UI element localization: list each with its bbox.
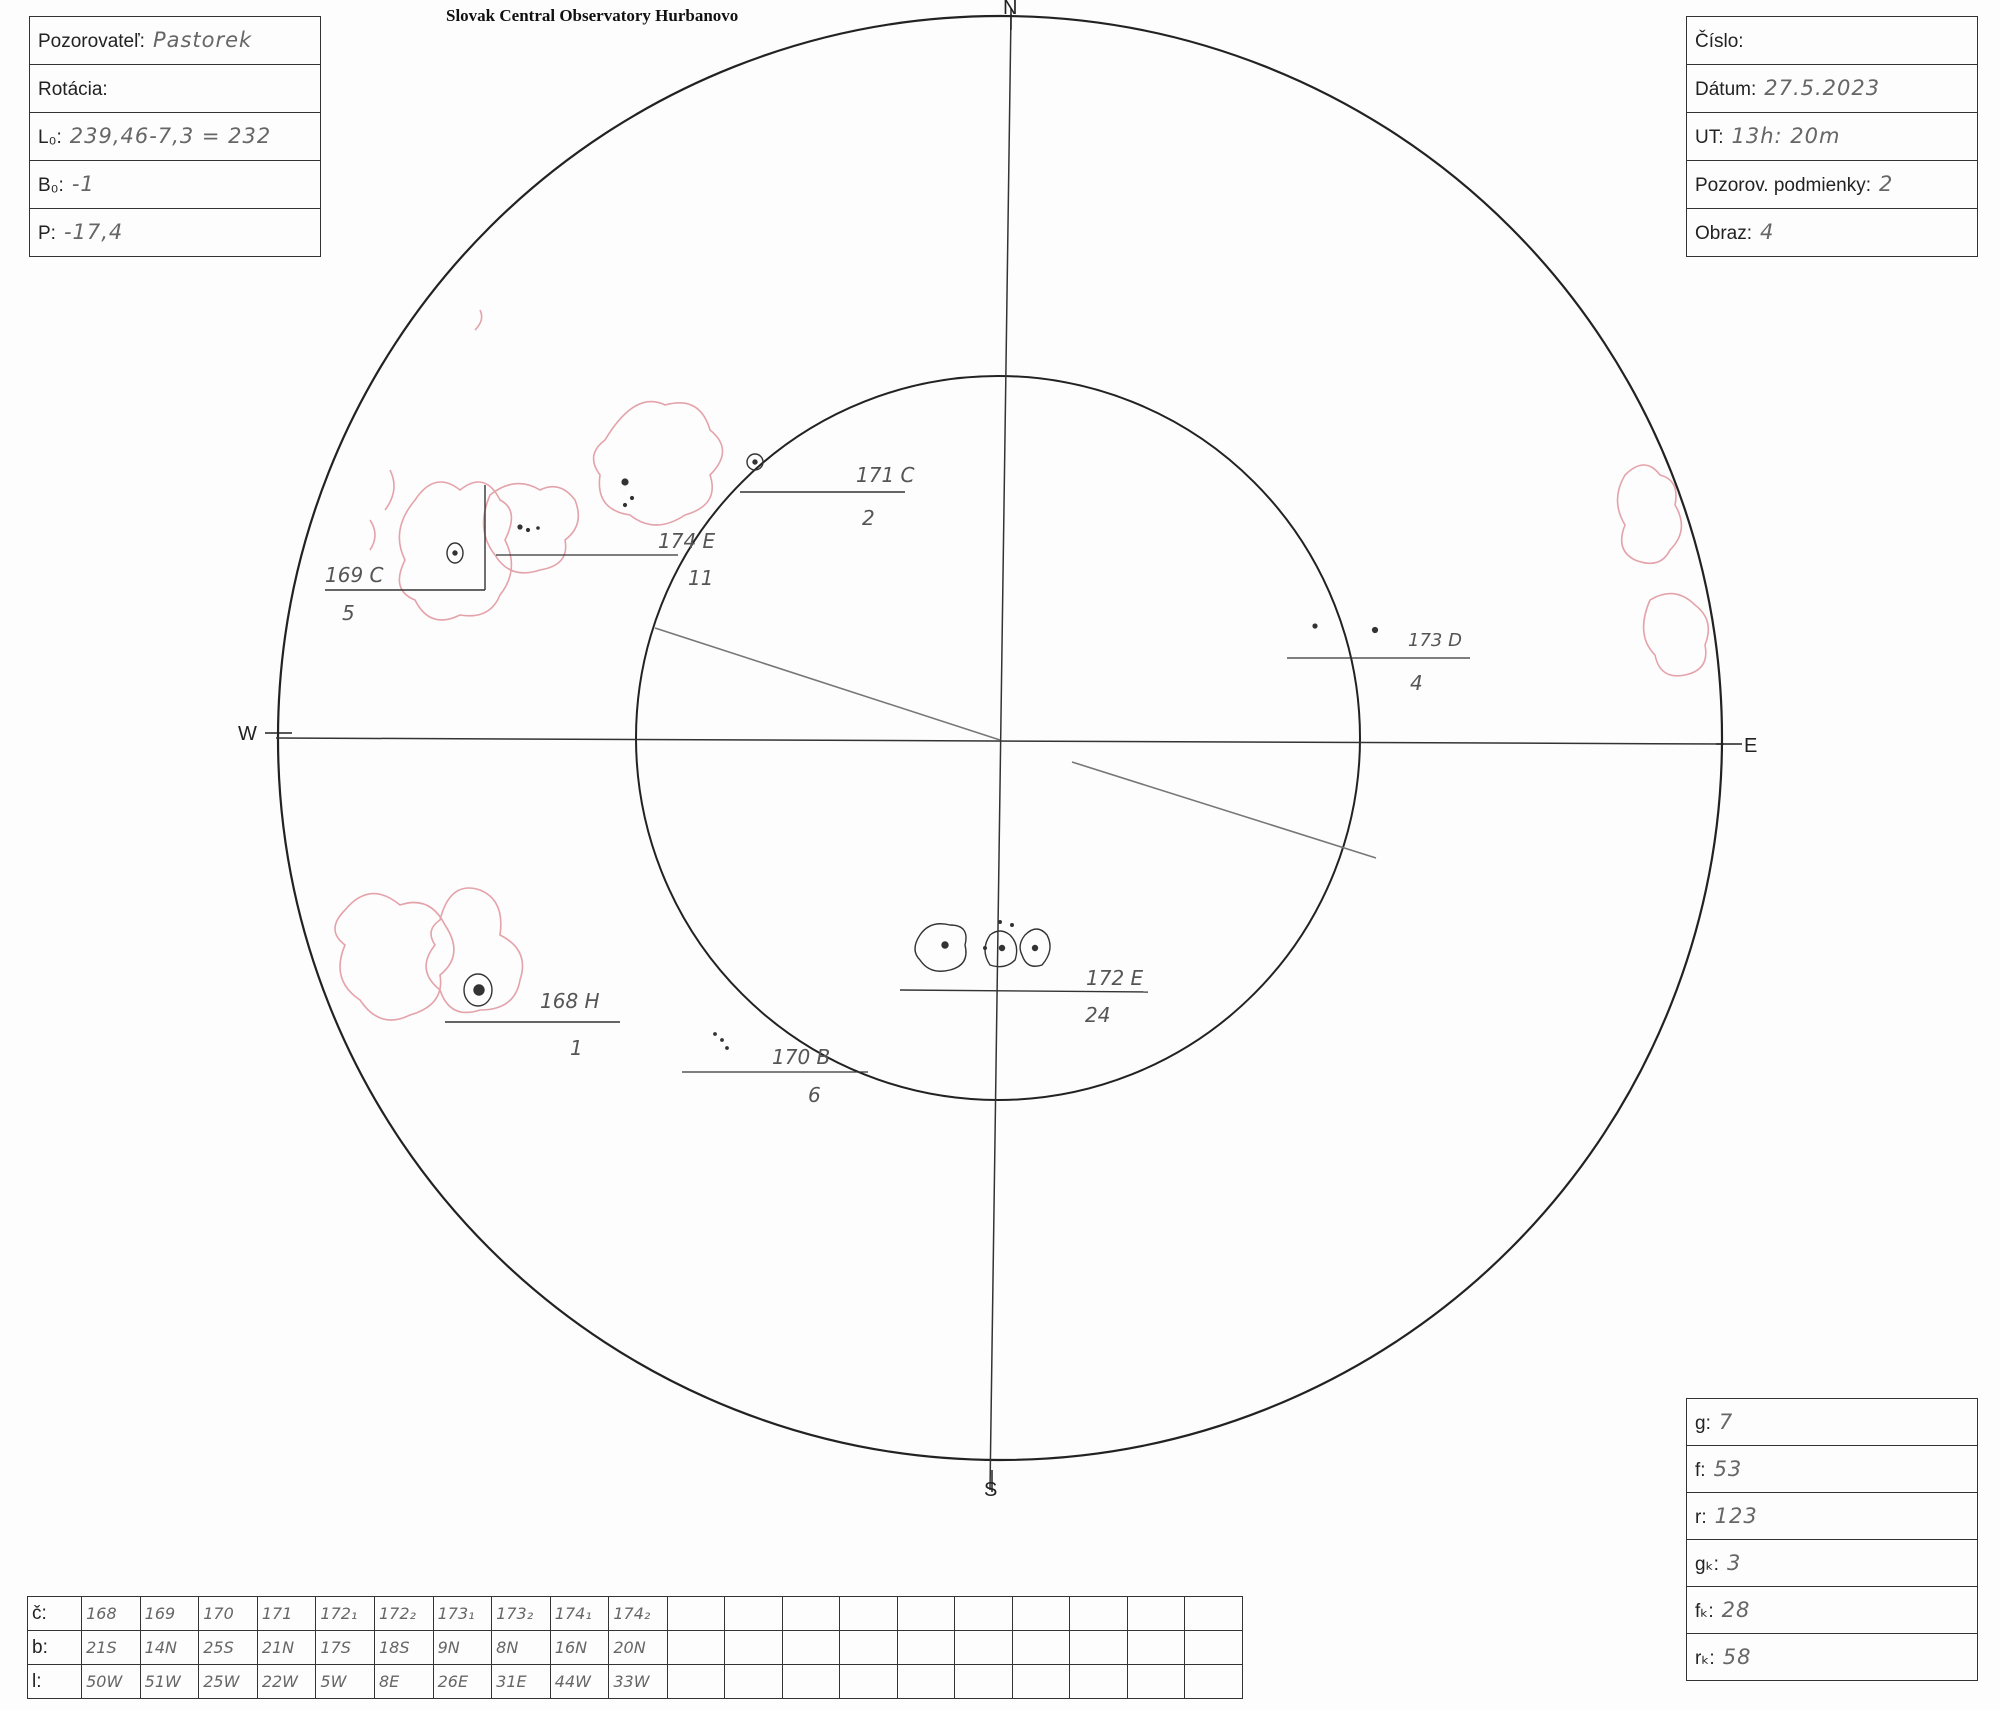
group-latitude-cell-value: 25S: [203, 1637, 234, 1657]
group-longitude-cell: [257, 1665, 316, 1699]
group-longitude-cell: [840, 1665, 897, 1699]
group-latitude-cell: [897, 1631, 954, 1665]
b0-label: B₀:: [38, 175, 64, 196]
group-number-cell: [725, 1597, 782, 1631]
group-longitude-cell-value: 22W: [261, 1671, 298, 1691]
p-label: P:: [38, 223, 56, 244]
group-number-cell: [492, 1597, 551, 1631]
group-number-cell: [199, 1597, 258, 1631]
east-label: E: [1744, 735, 1758, 757]
group-number-cell-value: 171: [261, 1603, 293, 1623]
group-latitude-cell: [199, 1631, 258, 1665]
group-number-cell: [1012, 1597, 1069, 1631]
group-number-cell: [609, 1597, 668, 1631]
group-174E-count: 11: [688, 566, 714, 590]
group-longitude-cell: [199, 1665, 258, 1699]
group-number-cell-value: 168: [86, 1603, 117, 1623]
group-longitude-row: [28, 1665, 1243, 1699]
group-number-cell: [840, 1597, 897, 1631]
group-173D-name: 173 D: [1408, 630, 1462, 651]
stat-g-label: g:: [1695, 1412, 1711, 1434]
group-168H-count: 1: [570, 1036, 583, 1060]
sunspot-group-174E: [496, 479, 678, 555]
group-longitude-cell: [433, 1665, 492, 1699]
group-latitude-cell-value: 14N: [144, 1637, 177, 1657]
stat-r-value: 123: [1714, 1503, 1758, 1528]
group-longitude-cell-value: 26E: [437, 1671, 469, 1691]
group-latitude-cell: [140, 1631, 199, 1665]
group-latitude-cell-value: 21N: [261, 1637, 295, 1657]
group-latitude-cell: [433, 1631, 492, 1665]
group-number-cell-value: 174₂: [613, 1603, 651, 1623]
date-label: Dátum:: [1695, 79, 1757, 100]
group-168H-name: 168 H: [540, 989, 600, 1013]
group-number-cell-value: 173₁: [437, 1603, 475, 1623]
group-longitude-cell-value: 51W: [144, 1671, 181, 1691]
row-label-number: č:: [28, 1597, 82, 1631]
rotation-axis-line: [655, 628, 1000, 740]
group-number-cell: [1070, 1597, 1127, 1631]
group-174E-name: 174 E: [658, 529, 716, 553]
group-longitude-cell-value: 5W: [320, 1671, 347, 1691]
group-number-cell-value: 172₁: [320, 1603, 358, 1623]
group-169C-name: 169 C: [325, 563, 384, 587]
south-label: S: [984, 1479, 998, 1501]
group-latitude-cell: [667, 1631, 724, 1665]
stat-row-f: [1687, 1446, 1978, 1493]
group-latitude-cell: [550, 1631, 609, 1665]
group-number-cell-value: 170: [203, 1603, 234, 1623]
observatory-title: Slovak Central Observatory Hurbanovo: [446, 6, 739, 25]
group-latitude-cell: [316, 1631, 375, 1665]
group-longitude-cell: [550, 1665, 609, 1699]
group-169C-count: 5: [342, 601, 355, 625]
group-number-cell: [1185, 1597, 1243, 1631]
group-longitude-cell: [374, 1665, 433, 1699]
group-latitude-cell-value: 16N: [554, 1637, 588, 1657]
group-latitude-cell-value: 18S: [378, 1637, 410, 1657]
group-latitude-cell: [1012, 1631, 1069, 1665]
group-number-cell: [955, 1597, 1012, 1631]
group-latitude-cell: [1070, 1631, 1127, 1665]
group-latitude-cell: [492, 1631, 551, 1665]
date-value: 27.5.2023: [1764, 76, 1881, 100]
conditions-label: Pozorov. podmienky:: [1695, 175, 1872, 196]
stat-gc-label: gₖ:: [1695, 1553, 1719, 1575]
group-latitude-cell: [782, 1631, 839, 1665]
group-170B-name: 170 B: [772, 1045, 831, 1069]
b0-value: -1: [71, 172, 95, 196]
row-label-latitude: b:: [28, 1631, 82, 1665]
rotation-label: Rotácia:: [38, 79, 108, 100]
group-latitude-cell: [82, 1631, 141, 1665]
p-value: -17,4: [63, 220, 124, 244]
stat-row-gc: [1687, 1540, 1978, 1587]
north-south-axis: [990, 14, 1011, 1490]
observer-label: Pozorovateľ:: [38, 31, 145, 52]
group-longitude-cell: [782, 1665, 839, 1699]
faculae-regions: [335, 310, 1708, 1020]
conditions-value: 2: [1879, 172, 1894, 196]
group-number-cell: [140, 1597, 199, 1631]
group-coordinates-table: [27, 1596, 1243, 1699]
group-latitude-cell: [609, 1631, 668, 1665]
l0-value: 239,46-7,3 = 232: [69, 124, 272, 148]
group-latitude-cell: [725, 1631, 782, 1665]
group-number-cell: [897, 1597, 954, 1631]
row-label-longitude: l:: [28, 1665, 82, 1699]
group-longitude-cell: [1127, 1665, 1184, 1699]
group-latitude-cell-value: 8N: [496, 1637, 519, 1657]
group-172E-name: 172 E: [1086, 966, 1144, 990]
group-latitude-cell: [257, 1631, 316, 1665]
group-latitude-cell: [1185, 1631, 1243, 1665]
group-latitude-cell: [840, 1631, 897, 1665]
group-longitude-cell: [897, 1665, 954, 1699]
group-number-cell: [82, 1597, 141, 1631]
stat-row-rc: [1687, 1634, 1978, 1681]
group-number-cell-value: 172₂: [378, 1603, 416, 1623]
group-171C-name: 171 C: [856, 463, 915, 487]
north-label: N: [1003, 0, 1018, 19]
group-number-cell: [1127, 1597, 1184, 1631]
west-label: W: [238, 723, 257, 745]
stat-rc-value: 58: [1722, 1644, 1752, 1669]
group-latitude-cell: [955, 1631, 1012, 1665]
group-longitude-cell: [492, 1665, 551, 1699]
image-value: 4: [1760, 220, 1775, 244]
stat-gc-value: 3: [1726, 1550, 1742, 1575]
group-longitude-cell: [609, 1665, 668, 1699]
group-173D-count: 4: [1410, 671, 1423, 695]
group-number-cell: [433, 1597, 492, 1631]
ut-label: UT:: [1695, 127, 1724, 148]
group-number-cell: [782, 1597, 839, 1631]
stat-r-label: r:: [1695, 1506, 1707, 1528]
group-longitude-cell: [1070, 1665, 1127, 1699]
group-longitude-cell-value: 50W: [86, 1671, 123, 1691]
group-longitude-cell-value: 44W: [554, 1671, 591, 1691]
group-longitude-cell-value: 8E: [378, 1671, 400, 1691]
l0-label: L₀:: [38, 127, 62, 148]
group-latitude-cell: [374, 1631, 433, 1665]
group-longitude-cell-value: 25W: [203, 1671, 240, 1691]
group-longitude-cell: [1012, 1665, 1069, 1699]
group-longitude-cell: [82, 1665, 141, 1699]
group-longitude-cell: [316, 1665, 375, 1699]
stat-fc-label: fₖ:: [1695, 1600, 1714, 1622]
group-number-cell: [257, 1597, 316, 1631]
image-label: Obraz:: [1695, 223, 1753, 244]
group-171C-count: 2: [862, 506, 875, 530]
rotation-axis-line-lower: [1072, 762, 1376, 858]
group-number-cell: [550, 1597, 609, 1631]
group-latitude-cell-value: 17S: [320, 1637, 351, 1657]
group-latitude-row: [28, 1631, 1243, 1665]
number-label: Číslo:: [1695, 31, 1744, 52]
stat-fc-value: 28: [1721, 1597, 1751, 1622]
group-longitude-cell: [667, 1665, 724, 1699]
stat-row-r: [1687, 1493, 1978, 1540]
observer-value: Pastorek: [152, 28, 253, 52]
group-longitude-cell: [1185, 1665, 1243, 1699]
ut-value: 13h: 20m: [1731, 124, 1841, 148]
stat-row-g: [1687, 1399, 1978, 1446]
group-number-cell: [374, 1597, 433, 1631]
group-latitude-cell: [1127, 1631, 1184, 1665]
group-number-row: [28, 1597, 1243, 1631]
group-number-cell-value: 174₁: [554, 1603, 592, 1623]
group-172E-count: 24: [1085, 1003, 1111, 1027]
group-170B-count: 6: [808, 1083, 821, 1107]
group-longitude-cell-value: 33W: [613, 1671, 650, 1691]
group-latitude-cell-value: 9N: [437, 1637, 460, 1657]
stat-f-label: f:: [1695, 1459, 1706, 1481]
group-latitude-cell-value: 21S: [86, 1637, 117, 1657]
group-number-cell: [316, 1597, 375, 1631]
group-number-cell-value: 169: [144, 1603, 176, 1623]
statistics-form: [1686, 1398, 1978, 1681]
group-number-cell-value: 173₂: [496, 1603, 534, 1623]
stat-g-value: 7: [1718, 1409, 1734, 1434]
group-longitude-cell: [140, 1665, 199, 1699]
group-longitude-cell: [955, 1665, 1012, 1699]
group-longitude-cell-value: 31E: [496, 1671, 527, 1691]
group-latitude-cell-value: 20N: [613, 1637, 646, 1657]
stat-rc-label: rₖ:: [1695, 1647, 1715, 1669]
group-longitude-cell: [725, 1665, 782, 1699]
group-number-cell: [667, 1597, 724, 1631]
stat-row-fc: [1687, 1587, 1978, 1634]
stat-f-value: 53: [1713, 1456, 1743, 1481]
